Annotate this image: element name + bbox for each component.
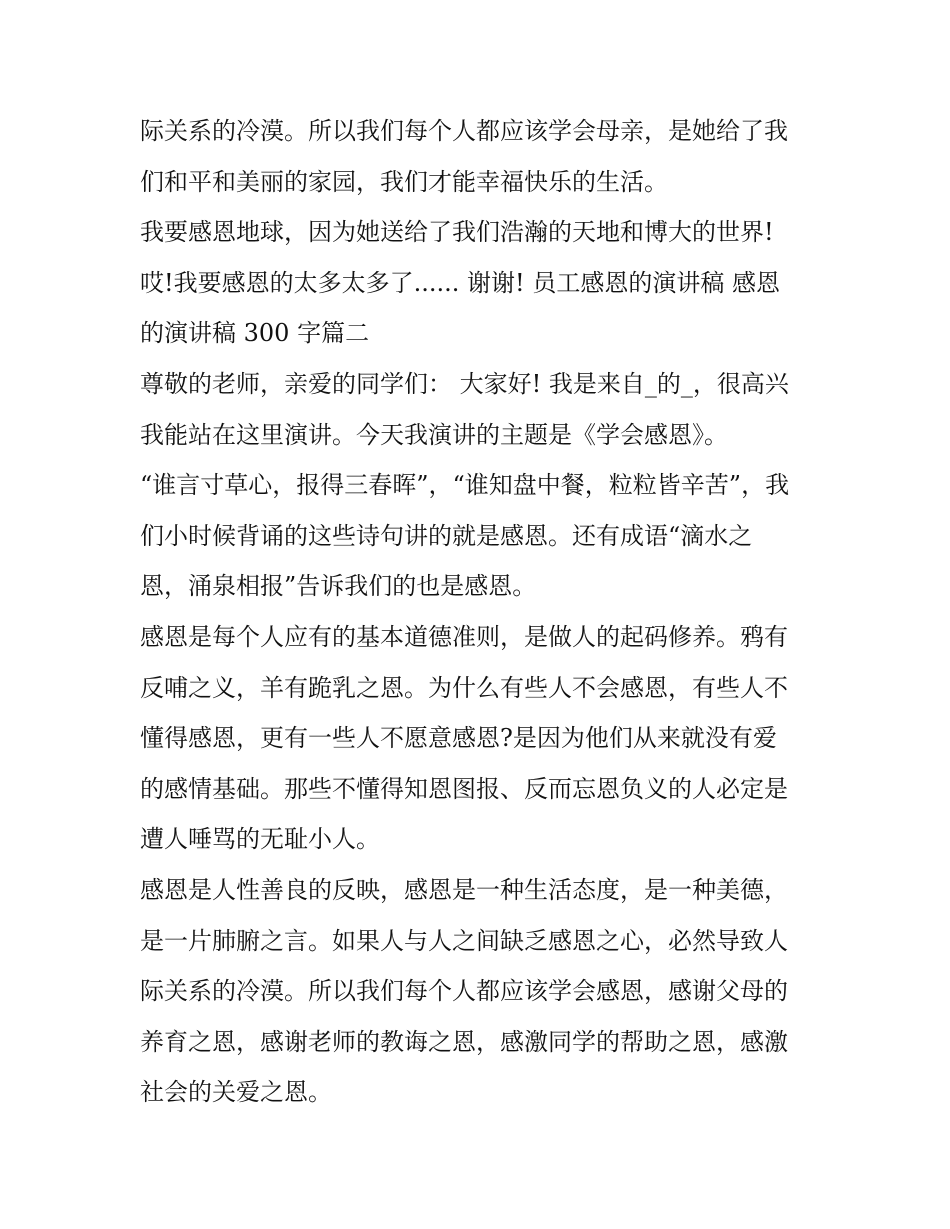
text-line: 们小时候背诵的这些诗句讲的就是感恩。还有成语“滴水之	[140, 521, 753, 550]
text-line: 是一片肺腑之言。如果人与人之间缺乏感恩之心，必然导致人	[140, 926, 788, 955]
text-line: 我能站在这里演讲。今天我演讲的主题是《学会感恩》。	[140, 420, 728, 449]
text-line: “谁言寸草心，报得三春晖”，“谁知盘中餐，粒粒皆辛苦”，我	[140, 471, 790, 500]
document-body	[140, 106, 820, 1118]
text-line: 懂得感恩，更有一些人不愿意感恩?是因为他们从来就没有爱	[140, 724, 777, 753]
text-line: 感恩是人性善良的反映，感恩是一种生活态度，是一种美德，	[140, 875, 788, 904]
text-line: 哎!我要感恩的太多太多了...... 谢谢! 员工感恩的演讲稿 感恩	[140, 268, 780, 297]
text-line: 养育之恩，感谢老师的教诲之恩，感激同学的帮助之恩，感激	[140, 1027, 788, 1056]
text-line: 我要感恩地球，因为她送给了我们浩瀚的天地和博大的世界!	[140, 218, 774, 247]
text-line: 际关系的冷漠。所以我们每个人都应该学会母亲，是她给了我	[140, 117, 788, 145]
text-line: 的演讲稿 300 字篇二	[140, 319, 370, 348]
text-line: 尊敬的老师，亲爱的同学们： 大家好! 我是来自_的_，很高兴	[140, 369, 789, 398]
text-line: 的感情基础。那些不懂得知恩图报、反而忘恩负义的人必定是	[140, 774, 788, 803]
text-line: 感恩是每个人应有的基本道德准则，是做人的起码修养。鸦有	[140, 622, 788, 651]
text-line: 社会的关爱之恩。	[140, 1078, 332, 1107]
text-line: 恩，涌泉相报”告诉我们的也是感恩。	[140, 572, 537, 601]
text-line: 际关系的冷漠。所以我们每个人都应该学会感恩，感谢父母的	[140, 977, 788, 1006]
text-line: 遭人唾骂的无耻小人。	[140, 825, 380, 854]
text-line: 反哺之义，羊有跪乳之恩。为什么有些人不会感恩，有些人不	[140, 673, 788, 702]
text-line: 们和平和美丽的家园，我们才能幸福快乐的生活。	[140, 167, 668, 196]
